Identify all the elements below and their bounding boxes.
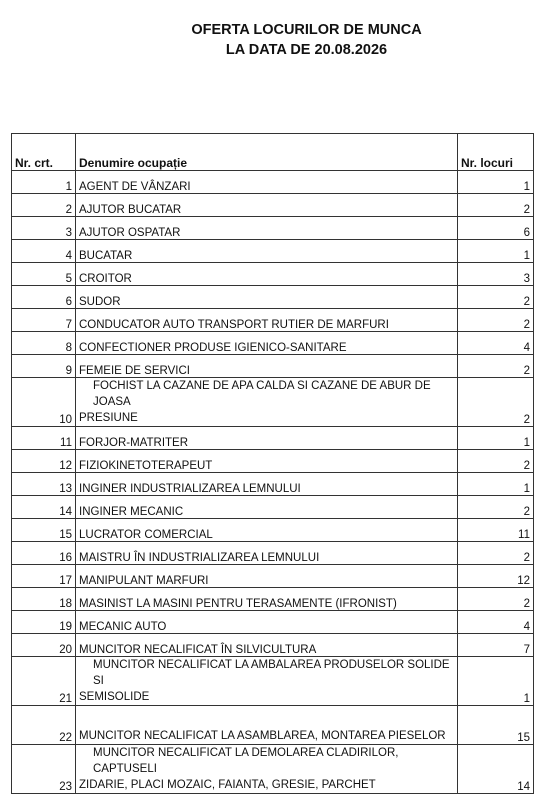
table-row bbox=[12, 194, 534, 217]
table-row bbox=[12, 588, 534, 611]
occupation-name: AJUTOR OSPATAR bbox=[76, 217, 458, 240]
table-body bbox=[12, 171, 534, 794]
occupation-name: MUNCITOR NECALIFICAT ÎN SILVICULTURA bbox=[76, 634, 458, 657]
row-number: 2 bbox=[12, 194, 76, 217]
row-number: 18 bbox=[12, 588, 76, 611]
positions-count: 1 bbox=[458, 473, 534, 496]
positions-count: 1 bbox=[458, 657, 534, 706]
row-number: 23 bbox=[12, 745, 76, 794]
positions-count: 3 bbox=[458, 263, 534, 286]
positions-count: 14 bbox=[458, 745, 534, 794]
positions-count: 6 bbox=[458, 217, 534, 240]
occupation-name: INGINER MECANIC bbox=[76, 496, 458, 519]
occupation-name: FIZIOKINETOTERAPEUT bbox=[76, 450, 458, 473]
positions-count: 2 bbox=[458, 378, 534, 427]
table-row bbox=[12, 217, 534, 240]
title-line-1: OFERTA LOCURILOR DE MUNCA bbox=[191, 22, 422, 38]
row-number: 13 bbox=[12, 473, 76, 496]
table-row bbox=[12, 473, 534, 496]
positions-count: 2 bbox=[458, 194, 534, 217]
row-number: 14 bbox=[12, 496, 76, 519]
occupation-name: AJUTOR BUCATAR bbox=[76, 194, 458, 217]
occupation-name: CONDUCATOR AUTO TRANSPORT RUTIER DE MARFURI bbox=[76, 309, 458, 332]
table-row bbox=[12, 657, 534, 706]
row-number: 10 bbox=[12, 378, 76, 427]
table-row bbox=[12, 496, 534, 519]
column-header-name: Denumire ocupație bbox=[76, 134, 458, 171]
occupation-name bbox=[76, 657, 458, 706]
positions-count: 15 bbox=[458, 706, 534, 745]
occupation-name-line-2: MUNCITOR NECALIFICAT LA ASAMBLAREA, MONTAREA PIESELOR bbox=[79, 730, 446, 742]
row-number: 5 bbox=[12, 263, 76, 286]
occupation-name: BUCATAR bbox=[76, 240, 458, 263]
positions-count: 2 bbox=[458, 542, 534, 565]
title-line-2: LA DATA DE 20.08.2026 bbox=[225, 42, 388, 58]
document-title bbox=[0, 20, 553, 60]
row-number: 7 bbox=[12, 309, 76, 332]
table-row bbox=[12, 706, 534, 745]
job-offers-table bbox=[11, 133, 534, 794]
occupation-name: MANIPULANT MARFURI bbox=[76, 565, 458, 588]
occupation-name bbox=[76, 706, 458, 745]
row-number: 20 bbox=[12, 634, 76, 657]
row-number: 16 bbox=[12, 542, 76, 565]
occupation-name-line-2: SEMISOLIDE bbox=[79, 691, 150, 703]
positions-count: 2 bbox=[458, 450, 534, 473]
table-row bbox=[12, 263, 534, 286]
occupation-name: MECANIC AUTO bbox=[76, 611, 458, 634]
row-number: 15 bbox=[12, 519, 76, 542]
occupation-name-line-1: MUNCITOR NECALIFICAT LA DEMOLAREA CLADIRILOR, CAPTUSELI bbox=[93, 747, 399, 775]
occupation-name: CROITOR bbox=[76, 263, 458, 286]
table-row bbox=[12, 309, 534, 332]
row-number: 12 bbox=[12, 450, 76, 473]
table-row bbox=[12, 378, 534, 427]
table-header-row bbox=[12, 134, 534, 171]
table-row bbox=[12, 286, 534, 309]
occupation-name-line-1: FOCHIST LA CAZANE DE APA CALDA SI CAZANE DE ABUR DE JOASA bbox=[93, 380, 431, 408]
positions-count: 7 bbox=[458, 634, 534, 657]
row-number: 6 bbox=[12, 286, 76, 309]
occupation-name-line-1: MUNCITOR NECALIFICAT LA AMBALAREA PRODUSELOR SOLIDE SI bbox=[93, 659, 450, 687]
table-row bbox=[12, 355, 534, 378]
row-number: 17 bbox=[12, 565, 76, 588]
occupation-name: FEMEIE DE SERVICI bbox=[76, 355, 458, 378]
occupation-name bbox=[76, 745, 458, 794]
positions-count: 12 bbox=[458, 565, 534, 588]
column-header-nr: Nr. crt. bbox=[12, 134, 76, 171]
table-row bbox=[12, 450, 534, 473]
table-row bbox=[12, 332, 534, 355]
positions-count: 4 bbox=[458, 611, 534, 634]
table-row bbox=[12, 611, 534, 634]
occupation-name bbox=[76, 378, 458, 427]
positions-count: 1 bbox=[458, 427, 534, 450]
positions-count: 4 bbox=[458, 332, 534, 355]
row-number: 1 bbox=[12, 171, 76, 194]
occupation-name: FORJOR-MATRITER bbox=[76, 427, 458, 450]
table-row bbox=[12, 171, 534, 194]
row-number: 19 bbox=[12, 611, 76, 634]
row-number: 4 bbox=[12, 240, 76, 263]
occupation-name-line-2: ZIDARIE, PLACI MOZAIC, FAIANTA, GRESIE, PARCHET bbox=[79, 779, 376, 791]
column-header-count: Nr. locuri bbox=[458, 134, 534, 171]
occupation-name-line-2: PRESIUNE bbox=[79, 412, 138, 424]
table-row bbox=[12, 519, 534, 542]
occupation-name: INGINER INDUSTRIALIZAREA LEMNULUI bbox=[76, 473, 458, 496]
occupation-name: CONFECTIONER PRODUSE IGIENICO-SANITARE bbox=[76, 332, 458, 355]
table-row bbox=[12, 634, 534, 657]
positions-count: 1 bbox=[458, 171, 534, 194]
table-row bbox=[12, 565, 534, 588]
row-number: 9 bbox=[12, 355, 76, 378]
occupation-name: SUDOR bbox=[76, 286, 458, 309]
positions-count: 1 bbox=[458, 240, 534, 263]
positions-count: 2 bbox=[458, 588, 534, 611]
occupation-name: LUCRATOR COMERCIAL bbox=[76, 519, 458, 542]
row-number: 8 bbox=[12, 332, 76, 355]
table-row bbox=[12, 427, 534, 450]
row-number: 21 bbox=[12, 657, 76, 706]
positions-count: 2 bbox=[458, 355, 534, 378]
occupation-name: MAISTRU ÎN INDUSTRIALIZAREA LEMNULUI bbox=[76, 542, 458, 565]
positions-count: 11 bbox=[458, 519, 534, 542]
row-number: 22 bbox=[12, 706, 76, 745]
positions-count: 2 bbox=[458, 496, 534, 519]
table-row bbox=[12, 240, 534, 263]
occupation-name: MASINIST LA MASINI PENTRU TERASAMENTE (IFRONIST) bbox=[76, 588, 458, 611]
occupation-name: AGENT DE VÂNZARI bbox=[76, 171, 458, 194]
positions-count: 2 bbox=[458, 309, 534, 332]
table-row bbox=[12, 745, 534, 794]
row-number: 11 bbox=[12, 427, 76, 450]
positions-count: 2 bbox=[458, 286, 534, 309]
row-number: 3 bbox=[12, 217, 76, 240]
table-row bbox=[12, 542, 534, 565]
